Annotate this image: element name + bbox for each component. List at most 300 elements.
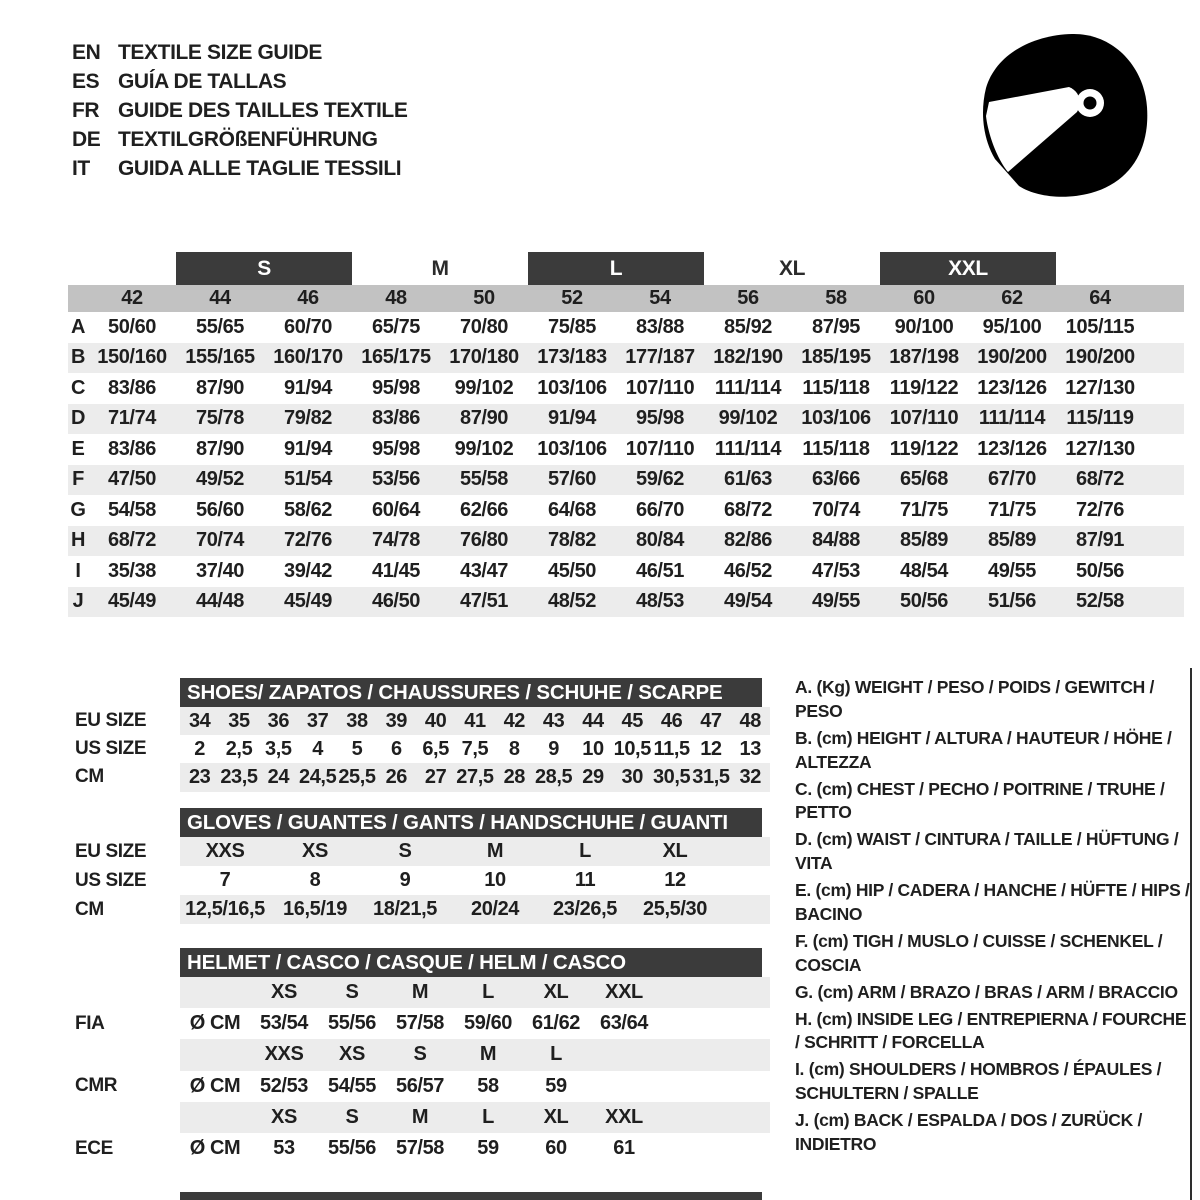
size-cell: 68/72 <box>723 498 773 521</box>
legend-unit: (cm) <box>816 727 853 748</box>
size-cell: 68/72 <box>1075 468 1125 491</box>
value-cell: 5 <box>351 737 363 760</box>
value-cell: 9 <box>548 737 559 760</box>
value-cell: 11 <box>574 869 596 891</box>
size-cell: 187/198 <box>889 346 959 369</box>
legend-key: F. <box>795 930 809 951</box>
legend-key: J. <box>795 1110 809 1131</box>
row-band <box>180 1039 770 1070</box>
legend-item <box>795 1058 1193 1106</box>
size-cell: 87/95 <box>811 315 861 338</box>
legend-text: INSIDE LEG / ENTREPIERNA / FOURCHE / SCHRITT / FORCELLA <box>795 1008 1187 1053</box>
value-cell: 10 <box>582 737 604 760</box>
measure-row <box>68 465 1184 496</box>
size-number-cell: 62 <box>1001 287 1023 309</box>
size-cell: 85/89 <box>987 529 1037 552</box>
size-cell: 75/78 <box>195 407 245 430</box>
legend-unit: (cm) <box>808 1059 845 1080</box>
size-cell: 70/80 <box>459 315 509 338</box>
size-number-cell: 54 <box>649 287 671 309</box>
measure-row <box>68 434 1184 465</box>
size-cell: 182/190 <box>713 346 783 369</box>
value-cell: 36 <box>267 709 290 732</box>
size-cell: 85/89 <box>899 529 949 552</box>
legend-item <box>795 676 1193 724</box>
value-cell: 26 <box>385 765 408 788</box>
size-cell: 79/82 <box>283 407 333 430</box>
measure-row <box>68 495 1184 526</box>
size-cell: 47/51 <box>459 590 509 613</box>
legend-unit: (cm) <box>815 880 852 901</box>
value-cell: 16,5/19 <box>283 898 347 920</box>
size-row <box>68 895 778 924</box>
size-cell: 78/82 <box>547 529 597 552</box>
diameter-unit-label: Ø CM <box>189 1137 241 1160</box>
value-cell: 11,5 <box>653 737 690 760</box>
value-cell: 37 <box>306 709 329 732</box>
size-cell: 155/165 <box>185 346 255 369</box>
size-cell: 41/45 <box>371 559 421 582</box>
size-cell: 103/106 <box>801 407 871 430</box>
size-cell: 95/100 <box>982 315 1042 338</box>
helmet-size-cell: XL <box>543 981 569 1004</box>
size-band-bar: XXL <box>880 252 1056 285</box>
measure-row <box>68 556 1184 587</box>
size-cell: 39/42 <box>283 559 333 582</box>
size-number-cell: 64 <box>1089 287 1111 309</box>
size-cell: 123/126 <box>977 437 1047 460</box>
legend-text: HEIGHT / ALTURA / HAUTEUR / HÖHE / ALTEZZA <box>795 727 1172 772</box>
size-cell: 62/66 <box>459 498 509 521</box>
helmet-size-cell: L <box>482 1105 494 1128</box>
value-cell: 4 <box>312 737 324 760</box>
value-cell: 29 <box>582 765 604 788</box>
size-cell: 47/53 <box>811 559 861 582</box>
size-cell: 83/86 <box>107 376 157 399</box>
row-band <box>180 1102 770 1133</box>
size-cell: 115/118 <box>802 376 870 399</box>
size-cell: 66/70 <box>635 498 685 521</box>
measure-row <box>68 343 1184 374</box>
size-cell: 87/90 <box>195 437 245 460</box>
language-row <box>72 96 407 125</box>
row-label: H <box>70 529 86 552</box>
size-cell: 55/58 <box>459 468 509 491</box>
size-cell: 46/50 <box>371 590 421 613</box>
side-label: EU SIZE <box>75 840 147 862</box>
size-cell: 91/94 <box>547 407 597 430</box>
size-row <box>68 837 778 866</box>
size-number-cell: 56 <box>737 287 759 309</box>
size-cell: 64/68 <box>547 498 597 521</box>
size-cell: 115/118 <box>802 437 870 460</box>
value-cell: 47 <box>700 709 722 732</box>
value-cell: 18/21,5 <box>373 898 437 920</box>
size-cell: 37/40 <box>195 559 245 582</box>
value-cell: 45 <box>621 709 643 732</box>
side-label: EU SIZE <box>75 710 147 732</box>
size-band-row <box>68 252 1184 285</box>
standard-label: FIA <box>75 1012 105 1034</box>
value-cell: M <box>486 840 504 862</box>
size-cell: 48/53 <box>635 590 685 613</box>
size-cell: 60/70 <box>283 315 333 338</box>
row-band <box>180 707 770 735</box>
row-label: B <box>70 346 86 369</box>
helmet-size-cell: M <box>411 981 429 1004</box>
value-cell: 12,5/16,5 <box>185 898 265 920</box>
helmet-value-cell: 55/56 <box>327 1012 377 1035</box>
size-cell: 103/106 <box>537 376 607 399</box>
legend-text: TIGH / MUSLO / CUISSE / SCHENKEL / COSCIA <box>795 930 1163 975</box>
language-row <box>72 125 407 154</box>
side-label: US SIZE <box>75 869 147 891</box>
size-cell: 115/119 <box>1066 407 1134 430</box>
size-cell: 87/91 <box>1075 529 1125 552</box>
row-band <box>180 735 770 763</box>
size-cell: 49/55 <box>987 559 1037 582</box>
legend-text: BACK / ESPALDA / DOS / ZURÜCK / INDIETRO <box>795 1110 1143 1155</box>
size-cell: 50/56 <box>899 590 949 613</box>
language-title: GUIDE DES TAILLES TEXTILE <box>118 99 408 122</box>
row-label: E <box>71 437 85 460</box>
row-label: G <box>70 498 86 521</box>
size-row <box>68 707 778 735</box>
value-cell: XXS <box>205 840 245 862</box>
helmet-section-header: HELMET / CASCO / CASQUE / HELM / CASCO <box>180 948 762 977</box>
value-cell: 10,5 <box>613 737 651 760</box>
value-cell: S <box>398 840 412 862</box>
helmet-value-cell: 57/58 <box>395 1137 445 1160</box>
size-cell: 99/102 <box>718 407 778 430</box>
value-cell: XL <box>662 840 688 862</box>
legend-key: A. <box>795 677 812 697</box>
size-cell: 160/170 <box>273 346 343 369</box>
legend-unit: (cm) <box>813 1110 850 1131</box>
row-band <box>180 1008 770 1039</box>
value-cell: 6,5 <box>422 737 449 760</box>
helmet-value-cell: 59/60 <box>463 1012 513 1035</box>
helmet-size-cell: XS <box>271 981 297 1004</box>
language-code: FR <box>72 99 100 122</box>
size-cell: 71/75 <box>987 498 1037 521</box>
helmet-value-cell: 61 <box>613 1137 635 1160</box>
size-cell: 72/76 <box>1075 498 1125 521</box>
size-number-cell: 58 <box>825 287 847 309</box>
size-cell: 80/84 <box>635 529 685 552</box>
size-number-cell: 60 <box>913 287 935 309</box>
shoes-table <box>68 678 778 792</box>
size-number-cell: 44 <box>209 287 231 309</box>
standard-label: ECE <box>75 1137 113 1159</box>
size-cell: 65/75 <box>371 315 421 338</box>
size-cell: 107/110 <box>625 437 695 460</box>
size-number-row <box>68 285 1184 312</box>
helmet-size-cell: XXL <box>605 1105 643 1128</box>
helmet-size-cell: XXL <box>605 981 643 1004</box>
language-row <box>72 67 407 96</box>
helmet-value-cell: 63/64 <box>599 1012 649 1035</box>
language-row <box>72 38 407 67</box>
legend-text: WAIST / CINTURA / TAILLE / HÜFTUNG / VITA <box>795 829 1179 874</box>
size-cell: 49/52 <box>195 468 245 491</box>
size-number-cell: 46 <box>297 287 319 309</box>
helmet-values-row <box>68 1071 778 1102</box>
row-band <box>180 1071 770 1102</box>
value-cell: 38 <box>346 709 368 732</box>
size-band-label: XL <box>778 256 806 280</box>
helmet-size-cell: L <box>550 1043 562 1066</box>
size-cell: 127/130 <box>1065 376 1135 399</box>
size-cell: 50/60 <box>107 315 157 338</box>
right-border-line <box>1190 668 1192 1200</box>
size-cell: 46/52 <box>723 559 773 582</box>
legend-item <box>795 1109 1193 1157</box>
row-label: J <box>72 590 84 613</box>
legend-text: CHEST / PECHO / POITRINE / TRUHE / PETTO <box>795 778 1165 823</box>
size-cell: 51/56 <box>987 590 1037 613</box>
row-label: A <box>70 315 86 338</box>
size-cell: 71/75 <box>899 498 949 521</box>
size-cell: 173/183 <box>537 346 607 369</box>
size-number-cell: 42 <box>121 287 143 309</box>
helmet-size-cell: M <box>411 1105 429 1128</box>
row-label: C <box>70 376 86 399</box>
row-band <box>180 866 770 895</box>
value-cell: 31,5 <box>692 765 730 788</box>
row-band <box>180 837 770 866</box>
size-cell: 87/90 <box>459 407 509 430</box>
size-cell: 103/106 <box>537 437 607 460</box>
legend-key: G. <box>795 981 813 1002</box>
language-title: GUÍA DE TALLAS <box>118 70 287 93</box>
size-band-bar: S <box>176 252 352 285</box>
size-cell: 150/160 <box>97 346 167 369</box>
row-band <box>180 977 770 1008</box>
helmet-size-cell: S <box>345 1105 359 1128</box>
language-title: GUIDA ALLE TAGLIE TESSILI <box>118 157 402 180</box>
legend-unit: (cm) <box>816 829 853 850</box>
value-cell: 32 <box>739 765 761 788</box>
size-row <box>68 866 778 895</box>
size-cell: 74/78 <box>371 529 421 552</box>
value-cell: 2 <box>194 737 206 760</box>
size-cell: 58/62 <box>283 498 333 521</box>
value-cell: 28,5 <box>534 765 573 788</box>
size-cell: 165/175 <box>361 346 431 369</box>
size-cell: 107/110 <box>625 376 695 399</box>
value-cell: 20/24 <box>470 898 520 920</box>
size-cell: 47/50 <box>107 468 157 491</box>
size-cell: 91/94 <box>283 437 333 460</box>
helmet-value-cell: 58 <box>477 1074 499 1097</box>
value-cell: 23,5 <box>220 765 258 788</box>
language-title: TEXTILGRÖßENFÜHRUNG <box>118 128 378 151</box>
legend-unit: (cm) <box>812 930 849 951</box>
value-cell: 30,5 <box>652 765 691 788</box>
helmet-value-cell: 53 <box>273 1137 295 1160</box>
legend-key: I. <box>795 1059 805 1080</box>
size-cell: 185/195 <box>801 346 871 369</box>
legend-item <box>795 778 1193 826</box>
value-cell: 7,5 <box>461 737 489 760</box>
helmet-size-cell: S <box>345 981 359 1004</box>
side-label: CM <box>75 898 104 920</box>
size-cell: 111/114 <box>714 437 782 460</box>
row-label: D <box>70 407 86 430</box>
gloves-section-header: GLOVES / GUANTES / GANTS / HANDSCHUHE / GUANTI <box>180 808 762 837</box>
size-band-bar: L <box>528 252 704 285</box>
helmet-value-cell: 59 <box>477 1137 499 1160</box>
legend-item <box>795 1008 1193 1056</box>
helmet-value-cell: 61/62 <box>531 1012 581 1035</box>
side-label: US SIZE <box>75 738 147 760</box>
side-label: CM <box>75 766 104 788</box>
value-cell: 27,5 <box>456 765 494 788</box>
size-cell: 49/54 <box>723 590 773 613</box>
helmet-sizes-row <box>68 1102 778 1133</box>
language-code: DE <box>72 128 101 151</box>
size-cell: 43/47 <box>459 559 509 582</box>
measure-row <box>68 587 1184 618</box>
legend-key: D. <box>795 829 812 850</box>
value-cell: 13 <box>739 737 761 760</box>
language-code: EN <box>72 41 101 64</box>
size-cell: 95/98 <box>371 376 421 399</box>
value-cell: 48 <box>739 709 761 732</box>
size-cell: 68/72 <box>107 529 157 552</box>
value-cell: 8 <box>309 869 321 891</box>
measure-row <box>68 373 1184 404</box>
size-cell: 127/130 <box>1065 437 1135 460</box>
value-cell: 2,5 <box>225 737 253 760</box>
size-cell: 83/86 <box>107 437 157 460</box>
legend-text: WEIGHT / PESO / POIDS / GEWITCH / PESO <box>795 677 1155 721</box>
size-cell: 56/60 <box>195 498 245 521</box>
helmet-value-cell: 53/54 <box>259 1012 309 1035</box>
size-row <box>68 763 778 791</box>
value-cell: 23 <box>188 765 211 788</box>
value-cell: XS <box>302 840 328 862</box>
helmet-size-cell: XL <box>543 1105 569 1128</box>
legend-item <box>795 828 1193 876</box>
legend-key: H. <box>795 1008 812 1029</box>
helmet-size-cell: L <box>482 981 494 1004</box>
language-code: IT <box>72 157 90 180</box>
size-cell: 99/102 <box>454 437 514 460</box>
helmet-value-cell: 54/55 <box>327 1074 377 1097</box>
size-cell: 177/187 <box>625 346 695 369</box>
size-cell: 57/60 <box>547 468 597 491</box>
language-row <box>72 154 407 183</box>
value-cell: 43 <box>542 709 565 732</box>
size-number-cell: 48 <box>385 287 407 309</box>
diameter-unit-label: Ø CM <box>189 1074 241 1097</box>
size-cell: 50/56 <box>1075 559 1125 582</box>
value-cell: 25,5/30 <box>643 898 707 920</box>
legend-item <box>795 930 1193 978</box>
legend-item <box>795 727 1193 775</box>
size-cell: 84/88 <box>811 529 861 552</box>
row-band <box>180 1133 770 1164</box>
measure-rows <box>68 312 1184 617</box>
size-cell: 45/50 <box>547 559 597 582</box>
language-title: TEXTILE SIZE GUIDE <box>118 41 322 64</box>
value-cell: 35 <box>228 709 250 732</box>
helmet-sizes-row <box>68 977 778 1008</box>
legend-text: ARM / BRAZO / BRAS / ARM / BRACCIO <box>857 981 1178 1002</box>
helmet-values-row <box>68 1008 778 1039</box>
helmet-table <box>68 948 778 1164</box>
size-cell: 83/86 <box>371 407 421 430</box>
value-cell: 7 <box>219 869 231 891</box>
value-cell: 10 <box>484 869 506 891</box>
size-cell: 170/180 <box>449 346 519 369</box>
language-header <box>72 38 407 183</box>
value-cell: 3,5 <box>265 737 292 760</box>
measure-row <box>68 526 1184 557</box>
measure-row <box>68 404 1184 435</box>
row-label: F <box>72 468 84 491</box>
size-cell: 65/68 <box>899 468 949 491</box>
value-cell: 12 <box>700 737 722 760</box>
legend-key: C. <box>795 778 812 799</box>
size-cell: 190/200 <box>977 346 1047 369</box>
legend-text: SHOULDERS / HOMBROS / ÉPAULES / SCHULTERN / SPALLE <box>795 1059 1162 1104</box>
size-cell: 46/51 <box>635 559 685 582</box>
gloves-table <box>68 808 778 924</box>
size-cell: 67/70 <box>987 468 1037 491</box>
size-cell: 91/94 <box>283 376 333 399</box>
legend-item <box>795 879 1193 927</box>
value-cell: L <box>579 840 591 862</box>
value-cell: 40 <box>424 709 447 732</box>
value-cell: 46 <box>660 709 683 732</box>
value-cell: 8 <box>508 737 520 760</box>
measure-row <box>68 312 1184 343</box>
size-band-label: M <box>431 256 449 280</box>
value-cell: 39 <box>385 709 408 732</box>
value-cell: 44 <box>582 709 604 732</box>
legend-unit: (cm) <box>816 778 853 799</box>
size-cell: 95/98 <box>371 437 421 460</box>
size-cell: 54/58 <box>107 498 157 521</box>
standard-label: CMR <box>75 1075 118 1097</box>
size-cell: 61/63 <box>723 468 773 491</box>
size-cell: 48/54 <box>899 559 949 582</box>
helmet-size-cell: M <box>479 1043 497 1066</box>
legend-item <box>795 981 1193 1005</box>
value-cell: 42 <box>503 709 526 732</box>
value-cell: 23/26,5 <box>553 898 617 920</box>
size-cell: 48/52 <box>547 590 597 613</box>
size-cell: 82/86 <box>723 529 773 552</box>
value-cell: 6 <box>390 737 402 760</box>
size-cell: 51/54 <box>283 468 333 491</box>
helmet-size-cell: S <box>413 1043 427 1066</box>
size-cell: 90/100 <box>894 315 954 338</box>
helmet-value-cell: 59 <box>545 1074 567 1097</box>
bottom-cut-section-bar <box>180 1192 762 1200</box>
helmet-size-cell: XS <box>339 1043 365 1066</box>
legend-key: E. <box>795 880 811 901</box>
helmet-value-cell: 52/53 <box>259 1074 309 1097</box>
size-cell: 45/49 <box>283 590 333 613</box>
size-number-cell: 50 <box>473 287 495 309</box>
legend-key: B. <box>795 727 812 748</box>
size-cell: 119/122 <box>889 437 959 460</box>
helmet-size-cell: XXS <box>264 1043 304 1066</box>
